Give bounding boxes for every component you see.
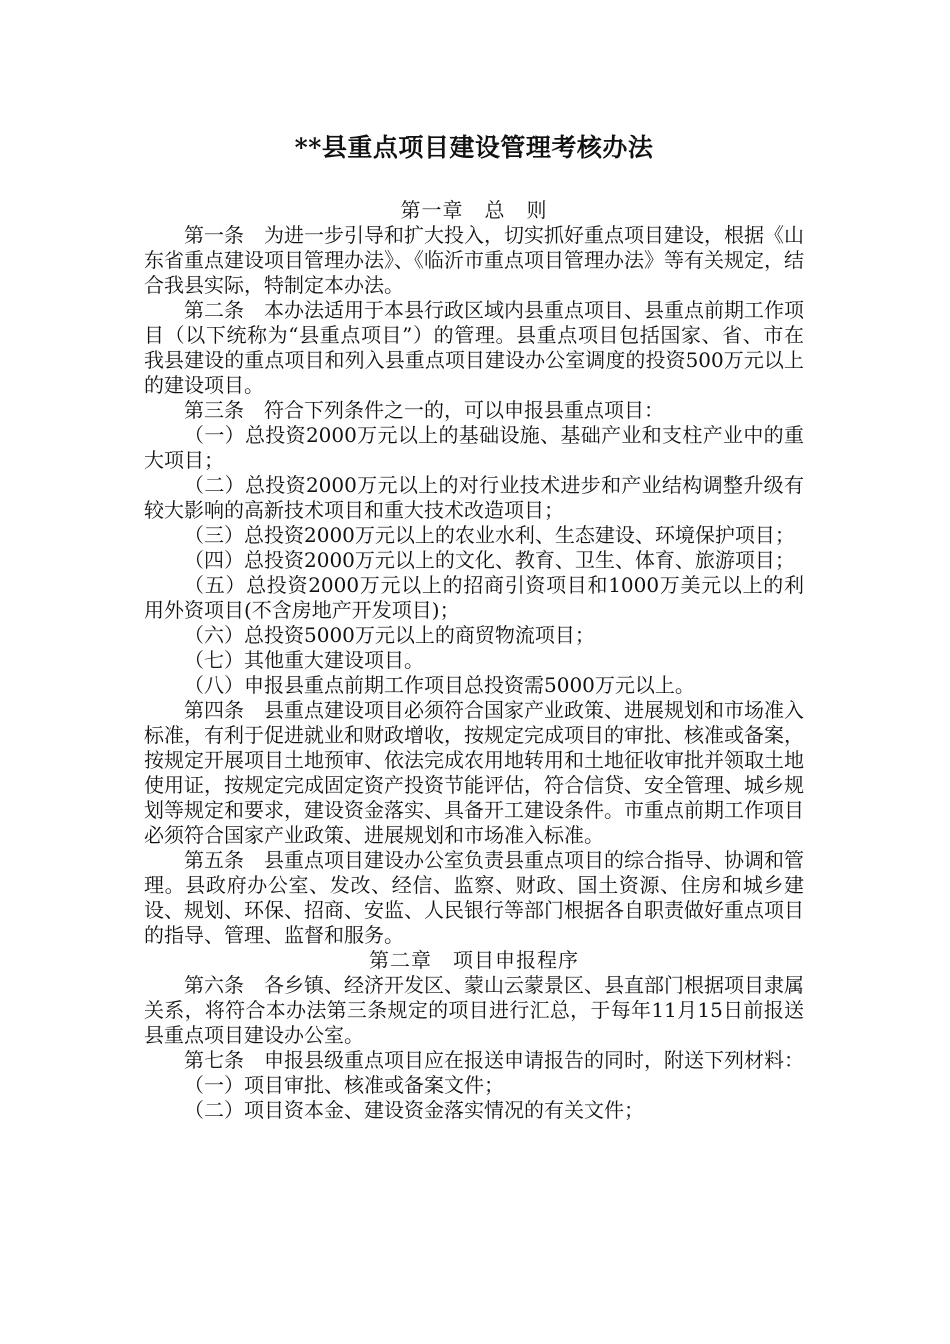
chapter-heading: 第二章 项目申报程序: [369, 948, 579, 972]
document-page: [144, 128, 804, 1123]
list-item: （七）其他重大建设项目。: [184, 648, 424, 672]
list-item: （一）总投资2000万元以上的基础设施、基础产业和支柱产业中的重大项目；: [144, 423, 804, 472]
list-item: （二）总投资2000万元以上的对行业技术进步和产业结构调整升级有较大影响的高新技术项目和重大技术改造项目；: [144, 473, 804, 522]
article-paragraph: 第六条 各乡镇、经济开发区、蒙山云蒙景区、县直部门根据项目隶属关系，将符合本办法第三条规定的项目进行汇总，于每年11月15日前报送县重点项目建设办公室。: [144, 973, 804, 1047]
list-item: （八）申报县重点前期工作项目总投资需5000万元以上。: [184, 673, 695, 697]
document-body: [144, 198, 804, 1123]
list-item: （五）总投资2000万元以上的招商引资项目和1000万美元以上的利用外资项目(不含房地产开发项目)；: [144, 573, 804, 622]
article-paragraph: 第四条 县重点建设项目必须符合国家产业政策、进展规划和市场准入标准，有利于促进就业和财政增收，按规定完成项目的审批、核准或备案，按规定开展项目土地预审、依法完成农用地转用和土地征收审批并领取土地使用证，按规定完成固定资产投资节能评估，符合信贷、安全管理、城乡规划等规定和要求，建设资金落实、具备开工建设条件。市重点前期工作项目必须符合国家产业政策、进展规划和市场准入标准。: [144, 698, 804, 847]
list-item: （三）总投资2000万元以上的农业水利、生态建设、环境保护项目；: [184, 523, 795, 547]
article-paragraph: 第七条 申报县级重点项目应在报送申请报告的同时，附送下列材料：: [184, 1048, 804, 1072]
list-item: （四）总投资2000万元以上的文化、教育、卫生、体育、旅游项目；: [184, 548, 795, 572]
list-item: （二）项目资本金、建设资金落实情况的有关文件；: [184, 1098, 644, 1122]
list-item: （一）项目审批、核准或备案文件；: [184, 1073, 504, 1097]
article-paragraph: 第三条 符合下列条件之一的，可以申报县重点项目：: [184, 398, 664, 422]
document-title: **县重点项目建设管理考核办法: [294, 133, 654, 162]
article-paragraph: 第二条 本办法适用于本县行政区域内县重点项目、县重点前期工作项目（以下统称为“县重点项目”）的管理。县重点项目包括国家、省、市在我县建设的重点项目和列入县重点项目建设办公室调度的投资500万元以上的建设项目。: [144, 298, 804, 397]
article-paragraph: 第一条 为进一步引导和扩大投入，切实抓好重点项目建设，根据《山东省重点建设项目管理办法》、《临沂市重点项目管理办法》等有关规定，结合我县实际，特制定本办法。: [144, 223, 804, 297]
article-paragraph: 第五条 县重点项目建设办公室负责县重点项目的综合指导、协调和管理。县政府办公室、发改、经信、监察、财政、国土资源、住房和城乡建设、规划、环保、招商、安监、人民银行等部门根据各自职责做好重点项目的指导、管理、监督和服务。: [144, 848, 804, 947]
chapter-heading: 第一章 总 则: [400, 198, 548, 222]
list-item: （六）总投资5000万元以上的商贸物流项目；: [184, 623, 595, 647]
